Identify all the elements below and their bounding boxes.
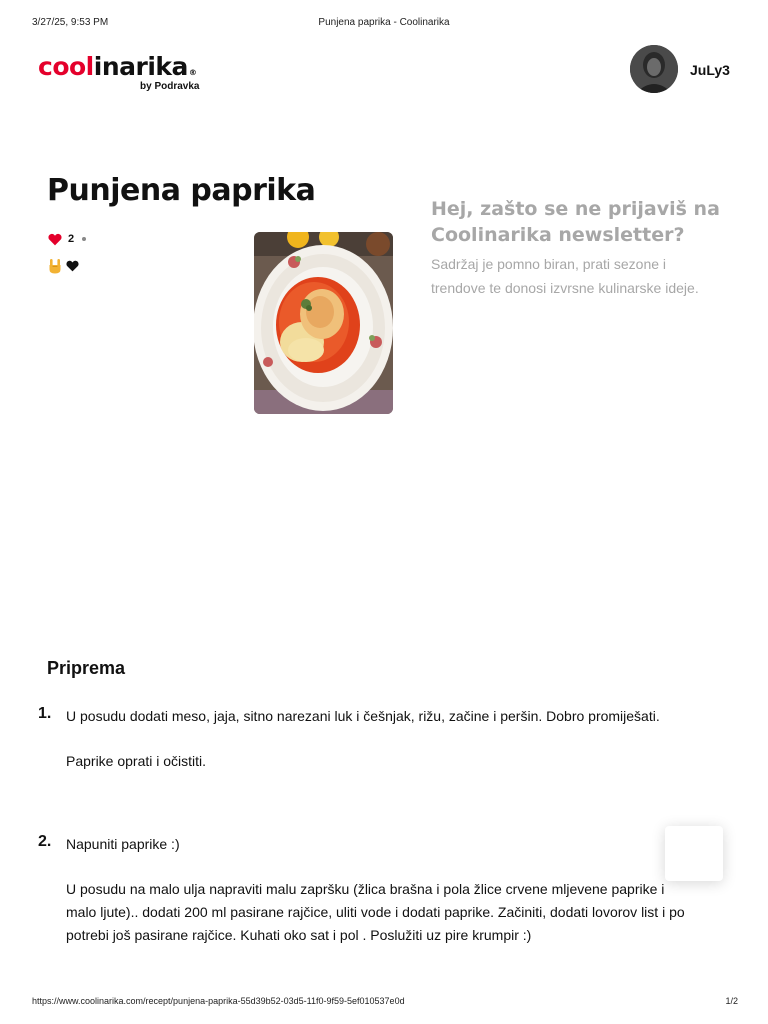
likes-row — [48, 232, 86, 246]
logo-wordmark — [38, 52, 238, 82]
step-text — [66, 705, 696, 773]
coolinarika-logo[interactable] — [38, 52, 238, 98]
floating-widget[interactable] — [665, 826, 723, 881]
heart-icon[interactable] — [48, 233, 62, 246]
newsletter-title: Hej, zašto se ne prijaviš na Coolinarika newsletter? — [431, 198, 720, 246]
newsletter-text: Sadržaj je pomno biran, prati sezone i trendove te donosi izvrsne kulinarske ideje. — [431, 256, 699, 296]
step-text — [66, 833, 696, 947]
logo-text-black: inarika — [93, 52, 188, 81]
reactions-row — [48, 258, 79, 274]
separator-dot — [82, 237, 86, 241]
print-datetime: 3/27/25, 9:53 PM — [32, 17, 109, 28]
step-paragraph: Napuniti paprike :) — [66, 836, 180, 852]
user-avatar[interactable] — [630, 45, 678, 93]
step-number: 1. — [38, 705, 52, 722]
recipe-photo[interactable] — [254, 232, 393, 414]
rock-hand-icon[interactable] — [48, 258, 62, 274]
black-heart-icon[interactable] — [66, 260, 79, 272]
step-number: 2. — [38, 833, 52, 850]
step-paragraph: U posudu dodati meso, jaja, sitno narezani luk i češnjak, rižu, začine i peršin. Dobro promiješati. — [66, 708, 660, 724]
print-header — [0, 17, 768, 31]
print-page-number: 1/2 — [725, 996, 738, 1006]
print-footer — [0, 996, 768, 1010]
likes-count: 2 — [68, 233, 75, 245]
recipe-title: Punjena paprika — [47, 173, 316, 208]
print-page-title: Punjena paprika - Coolinarika — [318, 17, 450, 28]
step-paragraph: U posudu na malo ulja napraviti malu zapršku (žlica brašna i pola žlice crvene mljevene paprike i malo ljute).. dodati 200 ml pasirane rajčice, uliti vode i dodati paprike. Začiniti, dodati lovorov list i po potrebi još pasirane rajčice. Kuhati oko sat i pol . Poslužiti uz pire krumpir :) — [66, 881, 685, 943]
newsletter-promo[interactable] — [431, 196, 721, 300]
preparation-title: Priprema — [47, 658, 126, 678]
logo-text-red: cool — [38, 52, 94, 81]
registered-mark: ® — [188, 68, 197, 77]
logo-subtitle: by Podravka — [140, 81, 200, 92]
step-paragraph: Paprike oprati i očistiti. — [66, 753, 207, 769]
username[interactable]: JuLy3 — [690, 62, 730, 78]
print-url: https://www.coolinarika.com/recept/punjena-paprika-55d39b52-03d5-11f0-9f59-5ef010537e0d — [32, 996, 405, 1006]
